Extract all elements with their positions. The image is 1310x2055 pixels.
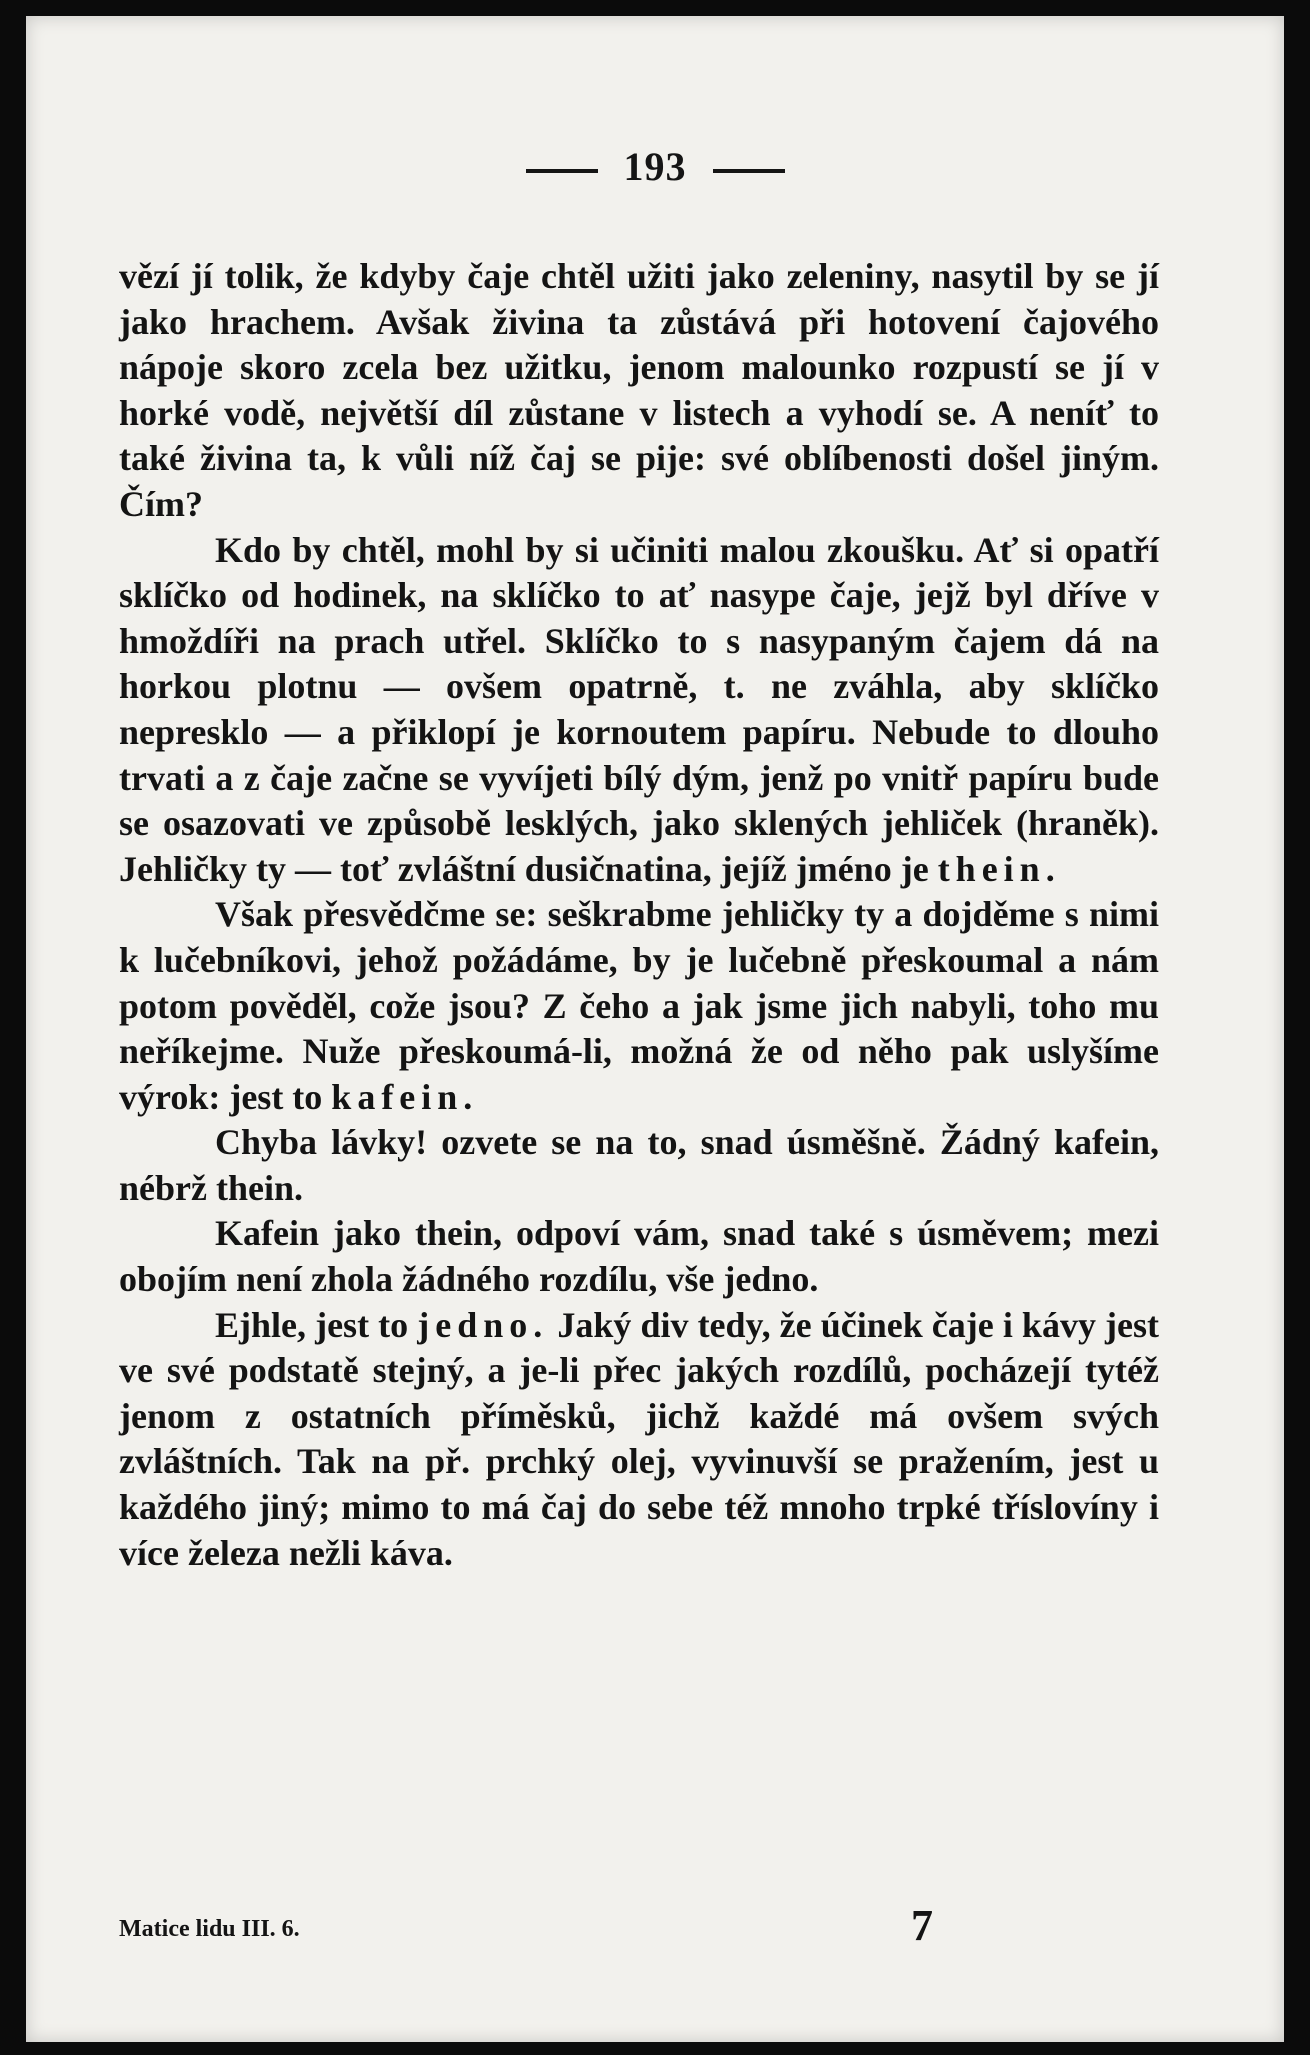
term-kafein: kafein. bbox=[331, 1076, 479, 1117]
paragraph-6 bbox=[119, 1303, 1159, 1577]
paragraph-3 bbox=[119, 892, 1159, 1120]
header-dash-left bbox=[526, 169, 598, 173]
page-header bbox=[26, 143, 1284, 190]
paragraph-6-text: Jaký div tedy, že účinek čaje i kávy jest ve své podstatě stejný, a je-li přec jakých rozdílů, pocházejí tytéž jenom z ostatních příměsků, jichž každé má ovšem svých zvláštních. Tak na př. prchký olej, vyvinuvší se pražením, jest u každého jiný; mimo to má čaj do sebe též mnoho trpké tříslovíny i více železa nežli káva. bbox=[119, 1304, 1160, 1573]
paragraph-2-text: Kdo by chtěl, mohl by si učiniti malou zkoušku. Ať si opatří sklíčko od hodinek, na sklíčko to ať nasype čaje, jejž byl dříve v hmoždíři na prach utřel. Sklíčko to s nasypaným čajem dá na horkou plotnu — ovšem opatrně, t. ne zváhla, aby sklíčko nepresklo — a přiklopí je kornoutem papíru. Nebude to dlouho trvati a z čaje začne se vyvíjeti bílý dým, jenž po vnitř papíru bude se osazovati ve způsobě lesklých, jako sklených jehliček (hraněk). Jehličky ty — toť zvláštní dusičnatina, jejíž jméno je bbox=[119, 529, 1159, 889]
paragraph-6-lead: Ejhle, jest to bbox=[215, 1304, 409, 1345]
term-thein: thein. bbox=[937, 848, 1061, 889]
paragraph-4: Chyba lávky! ozvete se na to, snad úsměšně. Žádný kafein, nébrž thein. bbox=[119, 1122, 1159, 1208]
footer-signature: Matice lidu III. 6. bbox=[119, 1916, 300, 1942]
term-jedno: jedno. bbox=[417, 1304, 549, 1345]
book-page bbox=[26, 16, 1284, 2042]
paragraph-5: Kafein jako thein, odpoví vám, snad také s úsměvem; mezi obojím není zhola žádného rozdílu, vše jedno. bbox=[119, 1213, 1159, 1300]
header-dash-right bbox=[713, 169, 785, 173]
paragraph-3-text: Však přesvědčme se: seškrabme jehličky ty a dojděme s nimi k lučebníkovi, jehož požádáme, by je lučebně přeskoumal a nám potom pověděl, cože jsou? Z čeho a jak jsme jich nabyli, toho mu neříkejme. Nuže přeskoumá-li, možná že od něho pak uslyšíme výrok: jest to bbox=[119, 894, 1159, 1117]
body-text bbox=[119, 254, 1159, 1576]
paragraph-2 bbox=[119, 528, 1159, 893]
paragraph-1: vězí jí tolik, že kdyby čaje chtěl užiti jako zeleniny, nasytil by se jí jako hrachem. Avšak živina ta zůstává při hotovení čajového nápoje skoro zcela bez užitku, jenom malounko rozpustí se jí v horké vodě, největší díl zůstane v listech a vyhodí se. A neníť to také živina ta, k vůli níž čaj se pije: své oblíbenosti došel jiným. Čím? bbox=[119, 256, 1159, 524]
page-number: 193 bbox=[623, 144, 687, 189]
footer-sheet-number: 7 bbox=[911, 1901, 933, 1950]
